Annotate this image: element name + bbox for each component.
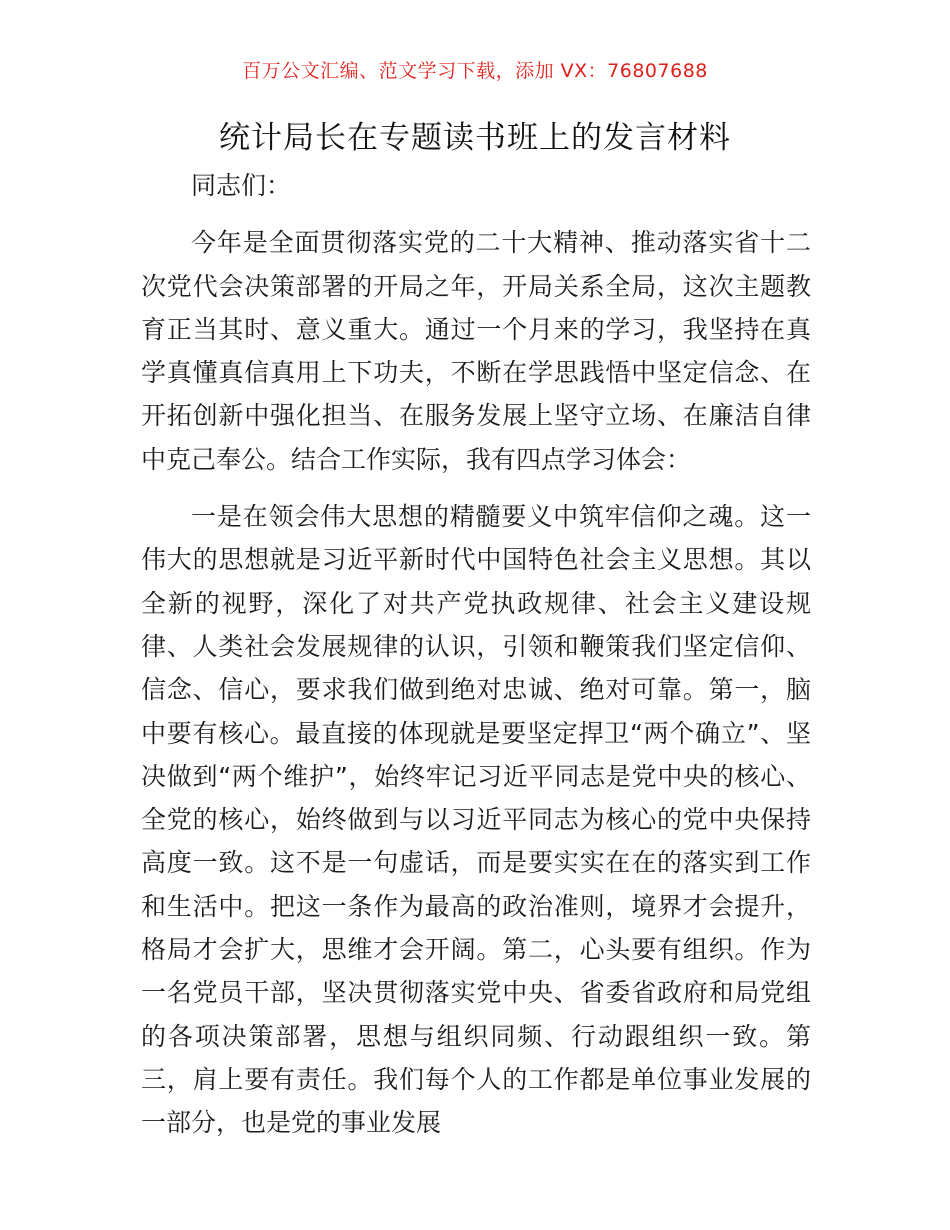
document-body	[141, 164, 811, 1159]
greeting: 同志们：	[191, 171, 292, 200]
watermark-banner: 百万公文汇编、范文学习下载，添加 VX：76807688	[242, 60, 708, 82]
document-title: 统计局长在专题读书班上的发言材料	[219, 120, 731, 156]
paragraph-1: 今年是全面贯彻落实党的二十大精神、推动落实省十二次党代会决策部署的开局之年，开局关系全局，这次主题教育正当其时、意义重大。通过一个月来的学习，我坚持在真学真懂真信真用上下功夫，不断在学思践悟中坚定信念、在开拓创新中强化担当、在服务发展上坚守立场、在廉洁自律中克己奉公。结合工作实际，我有四点学习体会：	[141, 228, 811, 474]
paragraph-2: 一是在领会伟大思想的精髓要义中筑牢信仰之魂。这一伟大的思想就是习近平新时代中国特色社会主义思想。其以全新的视野，深化了对共产党执政规律、社会主义建设规律、人类社会发展规律的认识，引领和鞭策我们坚定信仰、信念、信心，要求我们做到绝对忠诚、绝对可靠。第一，脑中要有核心。最直接的体现就是要坚定捍卫“两个确立”、坚决做到“两个维护”，始终牢记习近平同志是党中央的核心、全党的核心，始终做到与以习近平同志为核心的党中央保持高度一致。这不是一句虚话，而是要实实在在的落实到工作和生活中。把这一条作为最高的政治准则，境界才会提升，格局才会扩大，思维才会开阔。第二，心头要有组织。作为一名党员干部，坚决贯彻落实党中央、省委省政府和局党组的各项决策部署，思想与组织同频、行动跟组织一致。第三，肩上要有责任。我们每个人的工作都是单位事业发展的一部分，也是党的事业发展	[141, 502, 811, 1138]
